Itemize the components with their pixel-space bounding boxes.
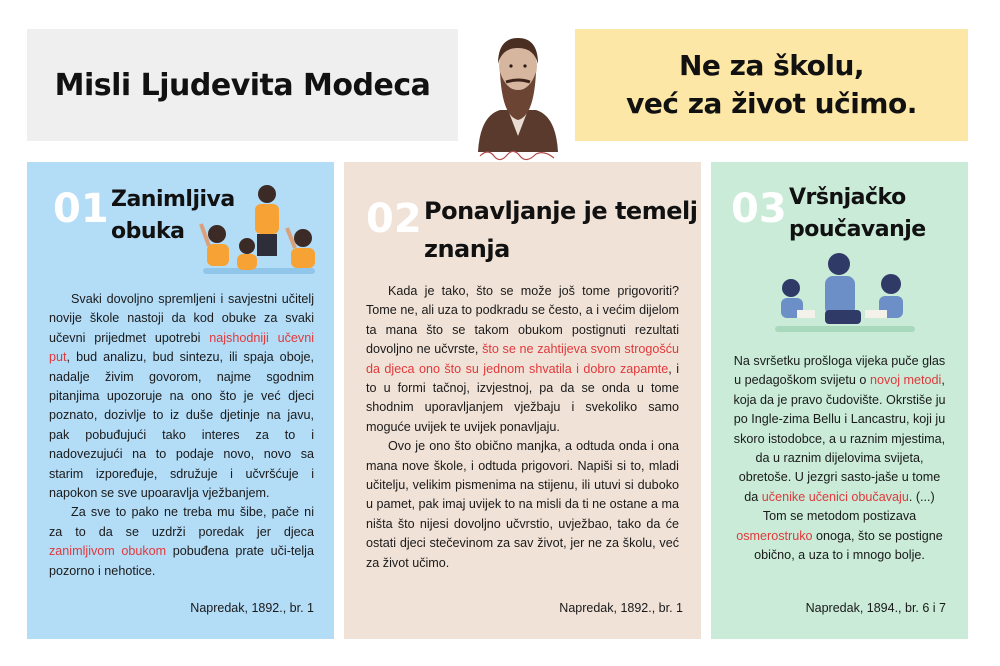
card-source: Napredak, 1892., br. 1	[190, 601, 314, 615]
text-segment: . (...) Tom se metodom postizava	[762, 489, 935, 524]
card-heading-line-1: Ponavljanje je temelj	[424, 197, 698, 225]
teacher-and-students-illustration	[195, 184, 323, 284]
motto-box	[575, 29, 968, 141]
highlighted-text: zanimljivom obukom	[49, 544, 167, 559]
text-segment: onoga, što se postigne obično, a uza to i mnogo bolje.	[754, 528, 943, 563]
text-segment: , koja da je pravo čudovište. Okrstiše ju po Ingle-zima Bellu i Lancastru, koji ju skoro istodobce, a u raznim mjestima, da u raznim dijelovima svijeta, obretoše. U jezgri sasto-jaše u tome da	[733, 373, 946, 504]
motto-line-1: Ne za školu,	[678, 49, 865, 82]
card-heading-line-1: Vršnjačko	[789, 185, 906, 210]
card-heading	[424, 192, 697, 268]
card-number: 01	[53, 186, 109, 232]
card-paragraph	[49, 503, 314, 581]
highlighted-text: najshodniji učevni put	[49, 330, 314, 365]
highlighted-text: osmerostruko	[736, 528, 813, 543]
card-source: Napredak, 1894., br. 6 i 7	[805, 601, 946, 615]
card-number: 03	[731, 186, 787, 232]
text-segment: Na svršetku prošloga vijeka puče glas u pedagoškom svijetu o	[733, 354, 946, 388]
card-paragraph: Ovo je ono što obično manjka, a odtuda onda i ona mana nove škole, i odtuda prigovori. Napiši si to, mladi učitelju, velikim pismenima na stijenu, ili utuvi si duboko u pamet, pak imaj uvijek to na misli da ti ne ostane a ma ništa što nijesi dovoljno učvrstio, uvježbao, tako da će ostati djeci stečevinom za sav život, jer ne za školu, već za život učimo.	[366, 439, 679, 570]
highlighted-text: novoj metodi	[869, 373, 942, 388]
card-heading-line-2: poučavanje	[789, 217, 926, 242]
highlighted-text: što se ne zahtijeva svom strogošću da djeca ono što su jednom shvatila i dobro zapamte	[366, 342, 680, 376]
text-segment: , i to u formi tačnoj, izvjestnoj, pa da se onda u tome shodnim uporavljanjem vježbaju i svekoliko samo moguće uvijek te uvijek ponavljaju.	[366, 361, 679, 434]
text-segment: Kada je tako, što se može još tome prigovoriti? Tome ne, ali uza to podkradu se često, a i većim dijelom ta mana što se takom obukom postignuti rezultati dovoljno ne učvrste,	[366, 284, 679, 357]
portrait-image	[470, 24, 566, 164]
card-heading-line-1: Zanimljiva	[111, 187, 235, 212]
card-number: 02	[366, 196, 422, 242]
text-segment: Za sve to pako ne treba mu šibe, pače ni za to da se uzdrži poredak jer djeca	[49, 505, 314, 539]
card-paragraph	[733, 352, 946, 565]
card-peer-teaching	[711, 162, 968, 639]
card-paragraph	[49, 290, 314, 503]
card-body	[366, 282, 679, 573]
card-repetition	[344, 162, 701, 639]
card-body	[49, 290, 314, 581]
card-source: Napredak, 1892., br. 1	[559, 601, 683, 615]
card-paragraph	[366, 282, 679, 437]
motto-line-2: već za život učimo.	[626, 87, 917, 120]
card-heading-line-2: znanja	[424, 235, 510, 263]
card-body	[733, 352, 946, 565]
highlighted-text: učenike učenici obučavaju	[761, 489, 909, 504]
children-reading-illustration	[769, 250, 919, 338]
text-segment: , bud analizu, bud sintezu, ili spaja oboje, nadalje živim govorom, najme sgodnim pitanjima upozoruje na ono što je već djeci poznato, dozivlje to iz duše djetinje na javu, pak pobuđujući tako interes za to i nadovezujući na to podaje novo, novo sa starim izpoređuje, sdružuje i učvršćuje i napokon se sve upoaravlja vježbanjem.	[49, 350, 314, 501]
card-heading	[789, 182, 926, 246]
page-title: Misli Ljudevita Modeca	[54, 67, 431, 103]
text-segment: Svaki dovoljno spremljeni i savjestni učitelj novije škole nastoji da kod obuke za svaki učevni prijedmet upotrebi	[49, 292, 314, 345]
title-box	[27, 29, 458, 141]
card-interesting-teaching	[27, 162, 334, 639]
text-segment: pobuđena prate uči-telja pozorno i nehotice.	[49, 544, 314, 578]
card-heading-line-2: obuka	[111, 219, 185, 244]
